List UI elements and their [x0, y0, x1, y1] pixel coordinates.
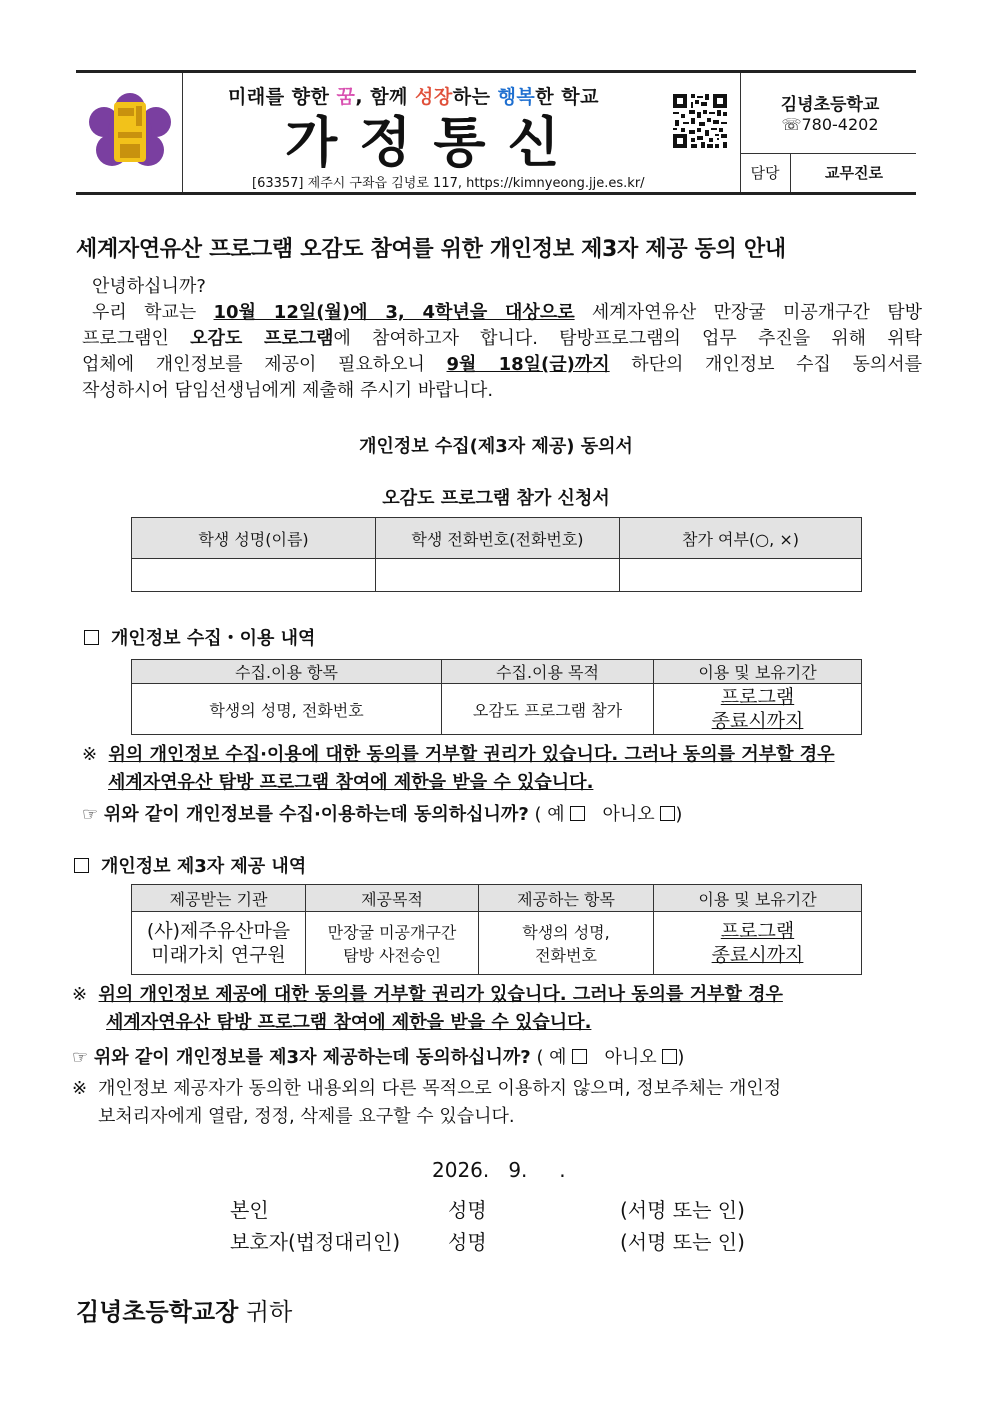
collect-purpose-cell: 오감도 프로그램 참가 — [442, 684, 654, 735]
provide-no-checkbox[interactable] — [662, 1049, 677, 1064]
school-logo — [84, 92, 176, 172]
section2-notice: ※ 위의 개인정보 제공에 대한 동의를 거부할 권리가 있습니다. 그러나 동의를 거부할 경우 세계자연유산 탐방 프로그램 참여에 제한을 받을 수 있습니다. — [72, 984, 783, 1033]
application-table — [131, 517, 862, 592]
provide-yes-checkbox[interactable] — [572, 1049, 587, 1064]
guardian-name-label: 성명 — [448, 1230, 487, 1254]
school-phone: ☏780-4202 — [781, 115, 879, 134]
col-collect-item: 수집.이용 항목 — [132, 660, 442, 684]
agree-no-checkbox[interactable] — [660, 806, 675, 821]
intro-line: 프로그램인 오감도 프로그램에 참여하고자 합니다. 탐방프로그램의 업무 추진을 위해 위탁 — [82, 328, 922, 349]
qr-code-icon[interactable] — [671, 92, 729, 150]
recipient-cell: (사)제주유산마을 미래가치 연구원 — [132, 912, 306, 975]
participation-cell[interactable] — [620, 559, 862, 592]
col-retention: 이용 및 보유기간 — [654, 885, 862, 912]
header-divider — [740, 153, 916, 154]
header-bottom-rule — [76, 192, 916, 195]
consent-form-title: 개인정보 수집(제3자 제공) 동의서 — [359, 436, 633, 457]
header-divider — [740, 73, 741, 192]
school-address: [63357] 제주시 구좌읍 김녕로 117, https://kimnyeong.jje.es.kr/ — [252, 176, 645, 191]
header-top-rule — [76, 70, 916, 73]
col-provided-items: 제공하는 항목 — [479, 885, 654, 912]
section2-extra-notice: ※ 개인정보 제공자가 동의한 내용외의 다른 목적으로 이용하지 않으며, 정보주체는 개인정 보처리자에게 열람, 정정, 삭제를 요구할 수 있습니다. — [72, 1078, 782, 1127]
checkbox-icon — [84, 630, 99, 645]
self-name-label: 성명 — [448, 1198, 487, 1222]
slogan-grow: 성장 — [415, 86, 453, 108]
notice-heading: 세계자연유산 프로그램 오감도 참여를 위한 개인정보 제3자 제공 동의 안내 — [76, 237, 786, 262]
school-slogan: 미래를 향한 꿈, 함께 성장하는 행복한 학교 — [228, 86, 599, 108]
greeting: 안녕하십니까? — [92, 276, 206, 297]
closing-address: 김녕초등학교장 귀하 — [76, 1298, 293, 1326]
col-provide-purpose: 제공목적 — [306, 885, 479, 912]
student-name-cell[interactable] — [132, 559, 376, 592]
intro-line: 우리 학교는 10월 12일(월)에 3, 4학년을 대상으로 세계자연유산 만장굴 미공개구간 탐방 — [92, 302, 922, 323]
newsletter-title: 가정통신 — [285, 111, 582, 174]
application-form-title: 오감도 프로그램 참가 신청서 — [382, 488, 610, 509]
col-student-phone: 학생 전화번호(전화번호) — [376, 518, 620, 559]
col-recipient: 제공받는 기관 — [132, 885, 306, 912]
third-party-table — [131, 884, 862, 975]
retention-cell: 프로그램 종료시까지 — [654, 684, 862, 735]
guardian-sign-field[interactable]: (서명 또는 인) — [620, 1230, 745, 1254]
provide-purpose-cell: 만장굴 미공개구간 탐방 사전승인 — [306, 912, 479, 975]
self-label: 본인 — [230, 1198, 269, 1222]
collection-table — [131, 659, 862, 735]
col-collect-purpose: 수집.이용 목적 — [442, 660, 654, 684]
intro-paragraph — [82, 274, 922, 404]
section2-question: ☞ 위와 같이 개인정보를 제3자 제공하는데 동의하십니까? ( 예 아니오 ) — [72, 1047, 685, 1068]
agree-yes-checkbox[interactable] — [570, 806, 585, 821]
guardian-label: 보호자(법정대리인) — [230, 1230, 401, 1254]
school-name: 김녕초등학교 — [780, 95, 880, 115]
col-retention: 이용 및 보유기간 — [654, 660, 862, 684]
slogan-dream: 꿈 — [336, 86, 356, 108]
col-student-name: 학생 성명(이름) — [132, 518, 376, 559]
in-charge-department: 교무진로 — [825, 164, 883, 182]
section2-title: 개인정보 제3자 제공 내역 — [74, 852, 306, 878]
intro-line: 업체에 개인정보를 제공이 필요하오니 9월 18일(금)까지 하단의 개인정보 수집 동의서를 — [82, 354, 922, 375]
in-charge-label: 담당 — [750, 164, 780, 182]
intro-line: 작성하시어 담임선생님에게 제출해 주시기 바랍니다. — [82, 380, 494, 401]
student-phone-cell[interactable] — [376, 559, 620, 592]
collect-item-cell: 학생의 성명, 전화번호 — [132, 684, 442, 735]
self-sign-field[interactable]: (서명 또는 인) — [620, 1198, 745, 1222]
header-divider — [790, 153, 791, 192]
slogan-happy: 행복 — [497, 86, 536, 108]
header-divider — [182, 73, 183, 192]
checkbox-icon — [74, 858, 89, 873]
form-date: 2026. 9. . — [432, 1158, 566, 1182]
section1-title: 개인정보 수집・이용 내역 — [84, 624, 315, 650]
retention-cell: 프로그램 종료시까지 — [654, 912, 862, 975]
col-participation: 참가 여부(○, ×) — [620, 518, 862, 559]
provided-items-cell: 학생의 성명, 전화번호 — [479, 912, 654, 975]
section1-notice: ※ 위의 개인정보 수집·이용에 대한 동의를 거부할 권리가 있습니다. 그러나 동의를 거부할 경우 세계자연유산 탐방 프로그램 참여에 제한을 받을 수 있습니다. — [82, 744, 835, 793]
section1-question: ☞ 위와 같이 개인정보를 수집·이용하는데 동의하십니까? ( 예 아니오 ) — [82, 804, 683, 825]
